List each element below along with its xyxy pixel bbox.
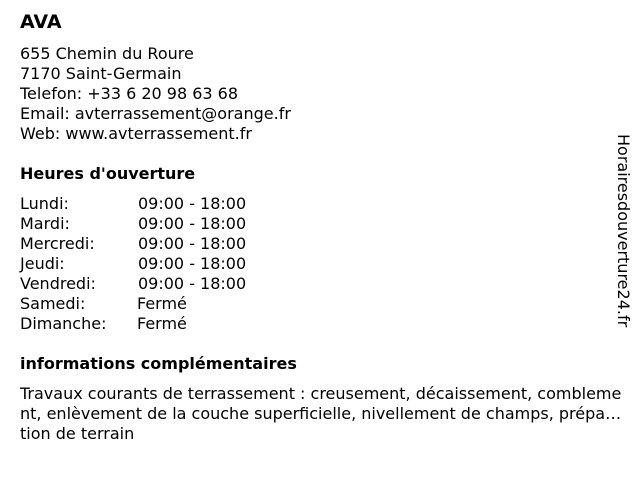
address-street: 655 Chemin du Roure xyxy=(20,44,194,63)
day-label: Mercredi: xyxy=(20,234,95,253)
hours-value: Fermé xyxy=(137,294,187,313)
hours-row-tuesday xyxy=(20,214,280,234)
day-label: Jeudi: xyxy=(20,254,65,273)
address-city: 7170 Saint-Germain xyxy=(20,64,182,83)
hours-row-thursday xyxy=(20,254,280,274)
phone-number: Telefon: +33 6 20 98 63 68 xyxy=(20,84,239,103)
hours-row-friday xyxy=(20,274,280,294)
hours-value: 09:00 - 18:00 xyxy=(138,214,247,233)
opening-hours-heading: Heures d'ouverture xyxy=(20,164,196,183)
day-label: Dimanche: xyxy=(20,314,107,333)
email-address: Email: avterrassement@orange.fr xyxy=(20,104,291,123)
hours-value: Fermé xyxy=(137,314,187,333)
hours-value: 09:00 - 18:00 xyxy=(138,274,247,293)
site-watermark: Horairesdouverture24.fr xyxy=(614,134,633,328)
day-label: Samedi: xyxy=(20,294,86,313)
opening-hours-table xyxy=(20,194,280,334)
business-name: AVA xyxy=(20,11,62,33)
website: Web: www.avterrassement.fr xyxy=(20,124,252,143)
contact-details xyxy=(20,44,291,144)
day-label: Vendredi: xyxy=(20,274,96,293)
hours-value: 09:00 - 18:00 xyxy=(138,254,247,273)
hours-row-monday xyxy=(20,194,280,214)
hours-value: 09:00 - 18:00 xyxy=(138,194,247,213)
hours-row-sunday xyxy=(20,314,280,334)
day-label: Lundi: xyxy=(20,194,69,213)
hours-value: 09:00 - 18:00 xyxy=(138,234,247,253)
hours-row-saturday xyxy=(20,294,280,314)
hours-row-wednesday xyxy=(20,234,280,254)
additional-info-heading: informations complémentaires xyxy=(20,354,297,373)
additional-info-text: Travaux courants de terrassement : creusement, décaissement, comblement, enlèvement de la couche superficielle, nivellement de champs, préparation de terrain xyxy=(20,384,622,443)
day-label: Mardi: xyxy=(20,214,70,233)
